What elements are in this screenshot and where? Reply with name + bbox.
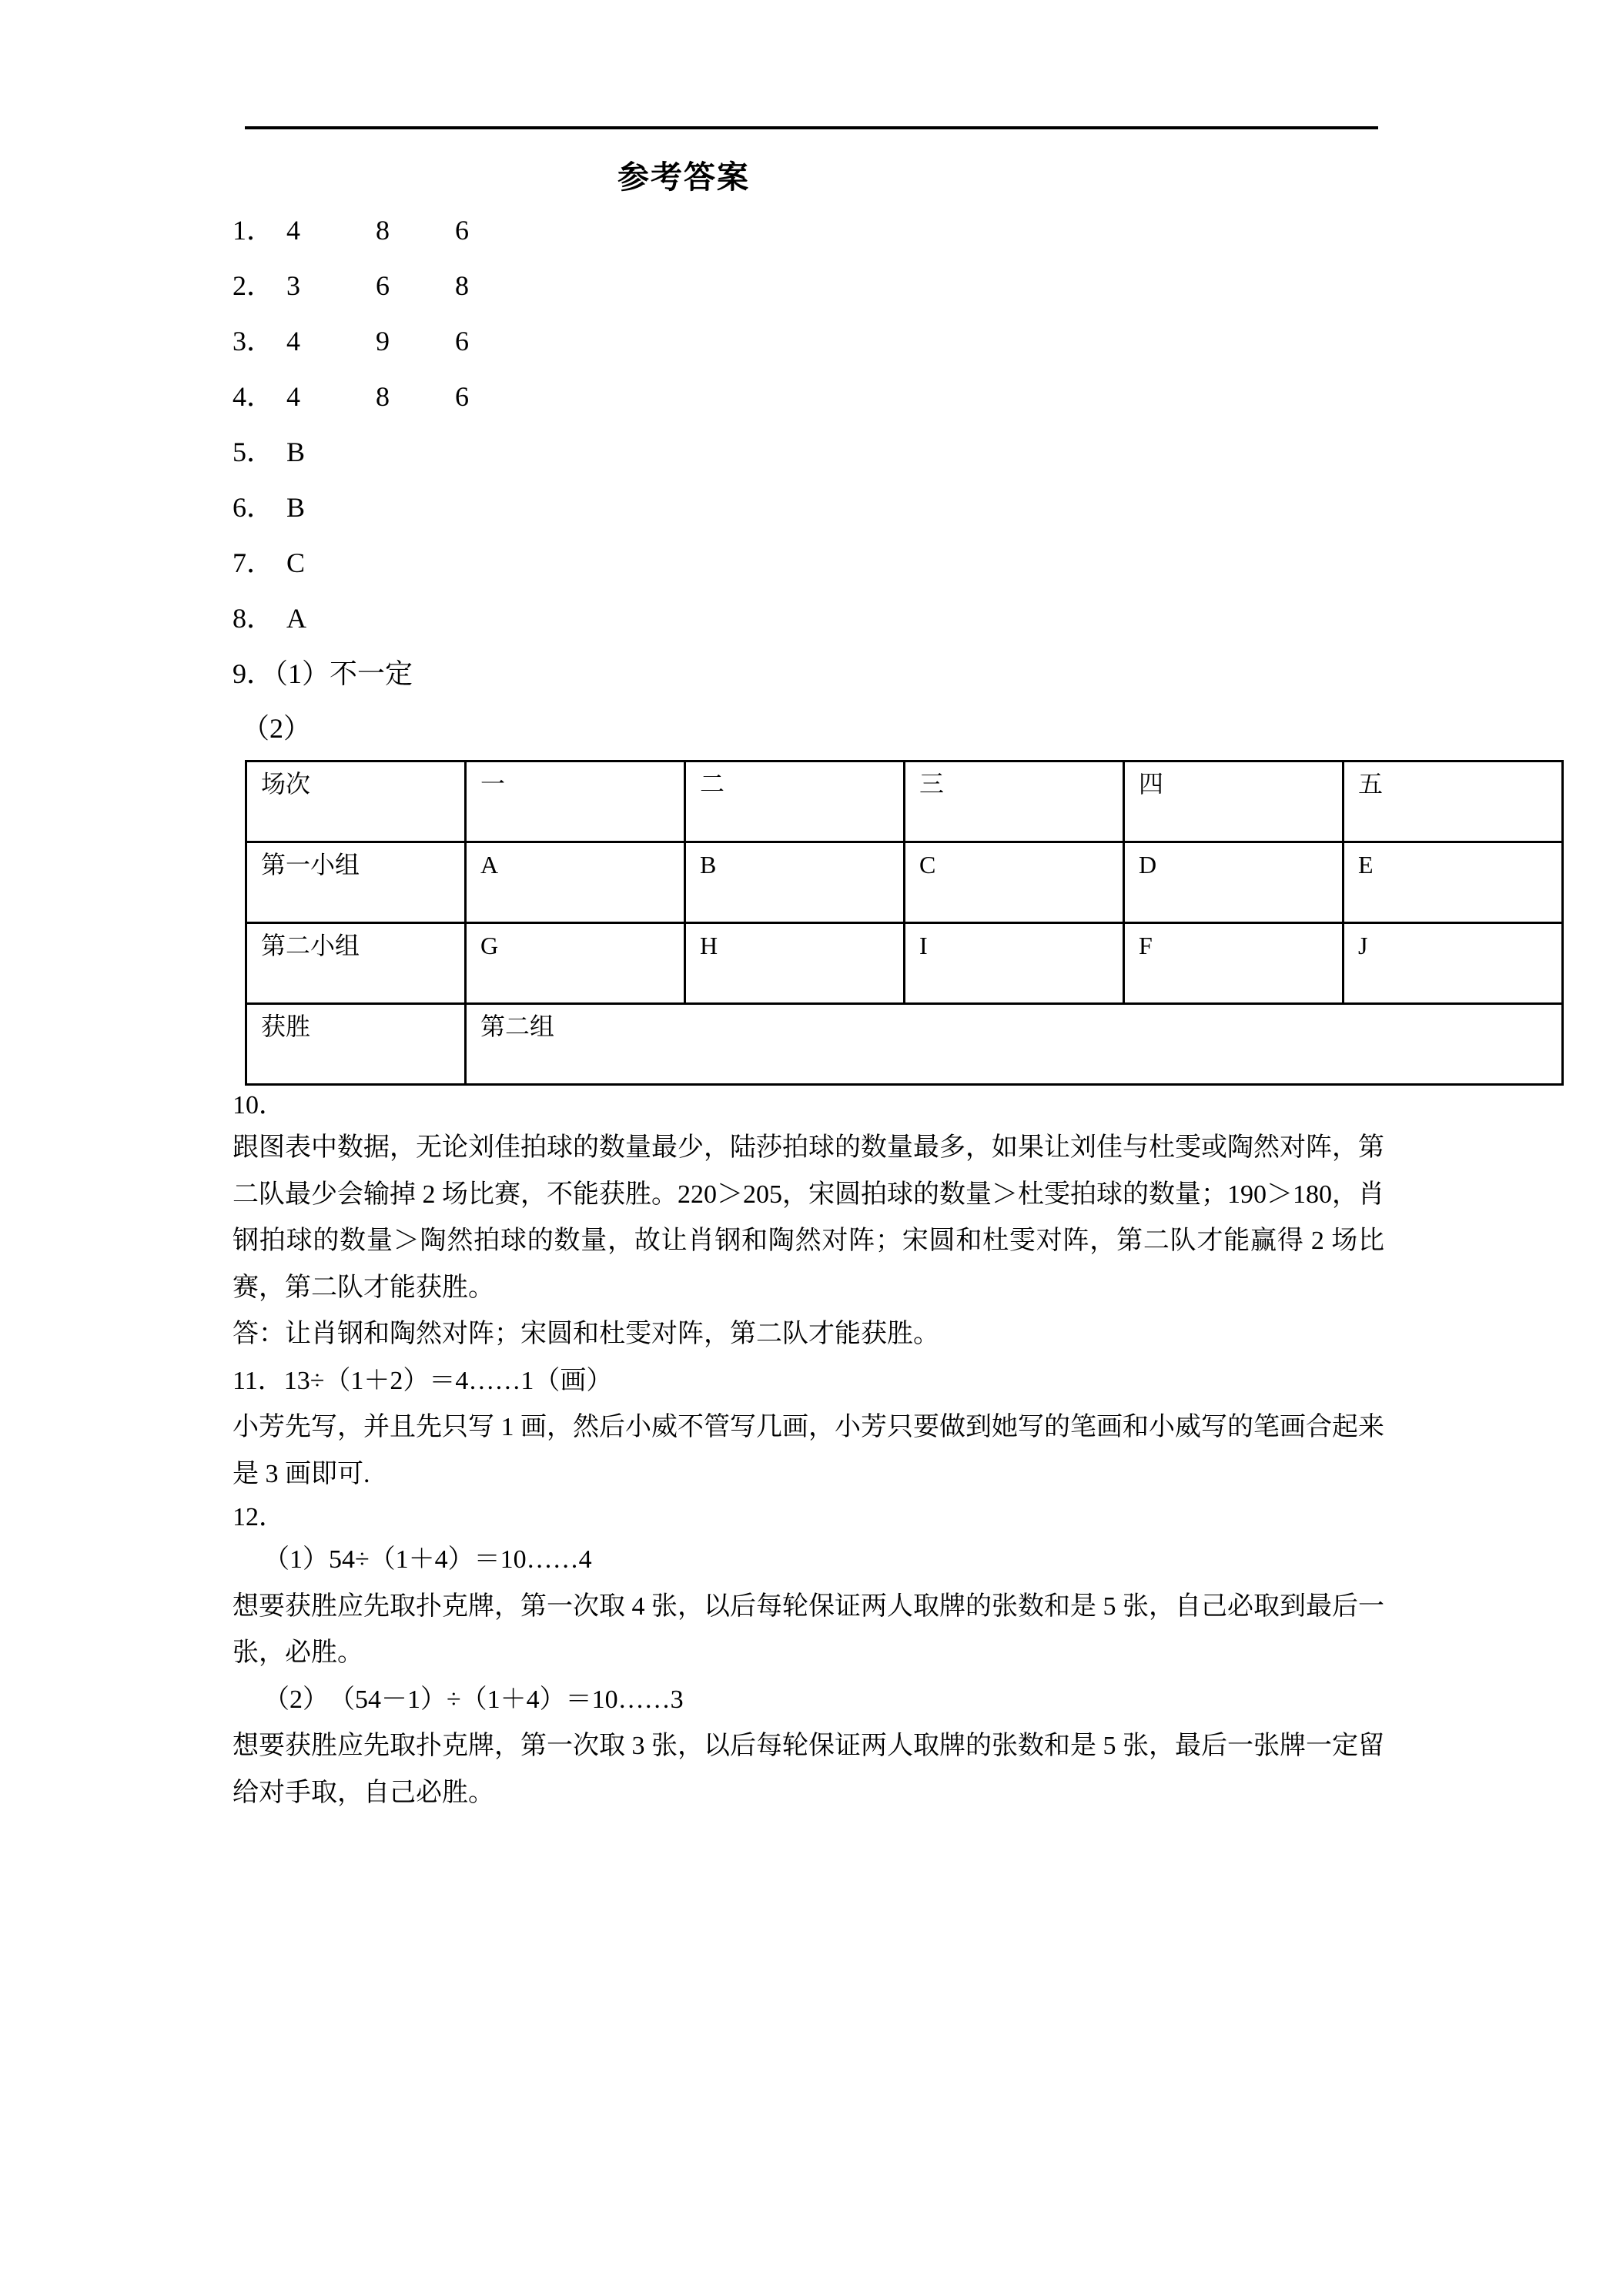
answer-row-10-answer: 答：让肖钢和陶然对阵；宋圆和杜雯对阵，第二队才能获胜。 [233, 1320, 939, 1349]
table-cell: C [905, 842, 1124, 923]
answer-row-2 [233, 258, 1384, 313]
answer-number: 7． [233, 547, 275, 578]
header-rule [245, 126, 1378, 129]
answer-number: 5． [233, 437, 275, 467]
answer-value-2: 6 [376, 270, 390, 301]
page-content [233, 159, 1384, 1816]
answer-value-3: 6 [455, 326, 469, 356]
answer-value: A [286, 603, 306, 634]
answer-row-12-part2-body: 想要获胜应先取扑克牌，第一次取 3 张，以后每轮保证两人取牌的张数和是 5 张，最后一张牌一定留给对手取，自己必胜。 [233, 1732, 1384, 1807]
answer-row-9-part2-label: （2） [242, 713, 312, 744]
answer-value-1: 4 [286, 381, 300, 412]
table-cell: J [1344, 923, 1563, 1004]
table-cell: G [466, 923, 685, 1004]
answer-row-9-part1: 9．（1）不一定 [233, 658, 413, 689]
answer-number: 4． [233, 381, 275, 412]
answer-number: 8． [233, 603, 275, 634]
table-cell: F [1124, 923, 1344, 1004]
answer-value-3: 8 [455, 270, 469, 301]
table-header-cell: 三 [905, 761, 1124, 842]
answer-row-8 [233, 591, 1384, 646]
table-header-cell: 场次 [246, 761, 466, 842]
table-winner-cell: 第二组 [466, 1004, 1563, 1085]
answer-value-2: 8 [376, 215, 390, 246]
table-row [246, 923, 1563, 1004]
answer-row-10-number: 10． [233, 1091, 285, 1120]
answer-number: 3． [233, 326, 275, 356]
answer-value-2: 9 [376, 326, 390, 356]
table-header-row [246, 761, 1563, 842]
answer-row-3 [233, 313, 1384, 369]
table-cell: A [466, 842, 685, 923]
page-title: 参考答案 [617, 159, 750, 195]
answer-row-11-formula: 11．13÷（1＋2）＝4……1（画） [233, 1366, 613, 1395]
table-header-cell: 一 [466, 761, 685, 842]
answer-row-11-body: 小芳先写，并且先只写 1 画，然后小威不管写几画，小芳只要做到她写的笔画和小威写的笔画合起来是 3 画即可. [233, 1413, 1384, 1488]
table-footer-row [246, 1004, 1563, 1085]
table-row-label: 获胜 [246, 1004, 466, 1085]
match-schedule-table [245, 760, 1564, 1086]
answer-value-1: 3 [286, 270, 300, 301]
answer-value-1: 4 [286, 215, 300, 246]
answer-row-12-part1-formula: （1）54÷（1＋4）＝10……4 [263, 1545, 592, 1575]
table-header-cell: 四 [1124, 761, 1344, 842]
answer-value-3: 6 [455, 215, 469, 246]
answer-row-6 [233, 480, 1384, 535]
table-row-label: 第二小组 [246, 923, 466, 1004]
answer-value-2: 8 [376, 381, 390, 412]
answer-number: 1． [233, 215, 275, 246]
answer-value-3: 6 [455, 381, 469, 412]
table-cell: B [685, 842, 905, 923]
table-cell: I [905, 923, 1124, 1004]
table-header-cell: 二 [685, 761, 905, 842]
answer-value: C [286, 547, 306, 578]
table-cell: E [1344, 842, 1563, 923]
answer-row-5 [233, 424, 1384, 480]
answer-row-12-part2-formula: （2） （54－1）÷（1＋4）＝10……3 [263, 1685, 684, 1714]
answer-row-4 [233, 369, 1384, 424]
answer-value-1: 4 [286, 326, 300, 356]
table-row-label: 第一小组 [246, 842, 466, 923]
answer-number: 6． [233, 492, 275, 523]
table-header-cell: 五 [1344, 761, 1563, 842]
answer-row-1 [233, 202, 1384, 258]
answer-row-12-number: 12． [233, 1503, 285, 1532]
answer-row-7 [233, 535, 1384, 591]
answer-number: 2． [233, 270, 275, 301]
answer-row-12-part1-body: 想要获胜应先取扑克牌，第一次取 4 张，以后每轮保证两人取牌的张数和是 5 张，自己必取到最后一张，必胜。 [233, 1591, 1384, 1668]
table-cell: H [685, 923, 905, 1004]
table-cell: D [1124, 842, 1344, 923]
answer-row-10-body: 跟图表中数据，无论刘佳拍球的数量最少，陆莎拍球的数量最多，如果让刘佳与杜雯或陶然对阵，第二队最少会输掉 2 场比赛，不能获胜。220＞205，宋圆拍球的数量＞杜雯拍球的数量；190＞180，肖钢拍球的数量＞陶然拍球的数量，故让肖钢和陶然对阵；宋圆和杜雯对阵，第二队才能赢得 2 场比赛，第二队才能获胜。 [233, 1133, 1384, 1302]
table-row [246, 842, 1563, 923]
answer-value: B [286, 437, 306, 467]
answer-value: B [286, 492, 306, 523]
